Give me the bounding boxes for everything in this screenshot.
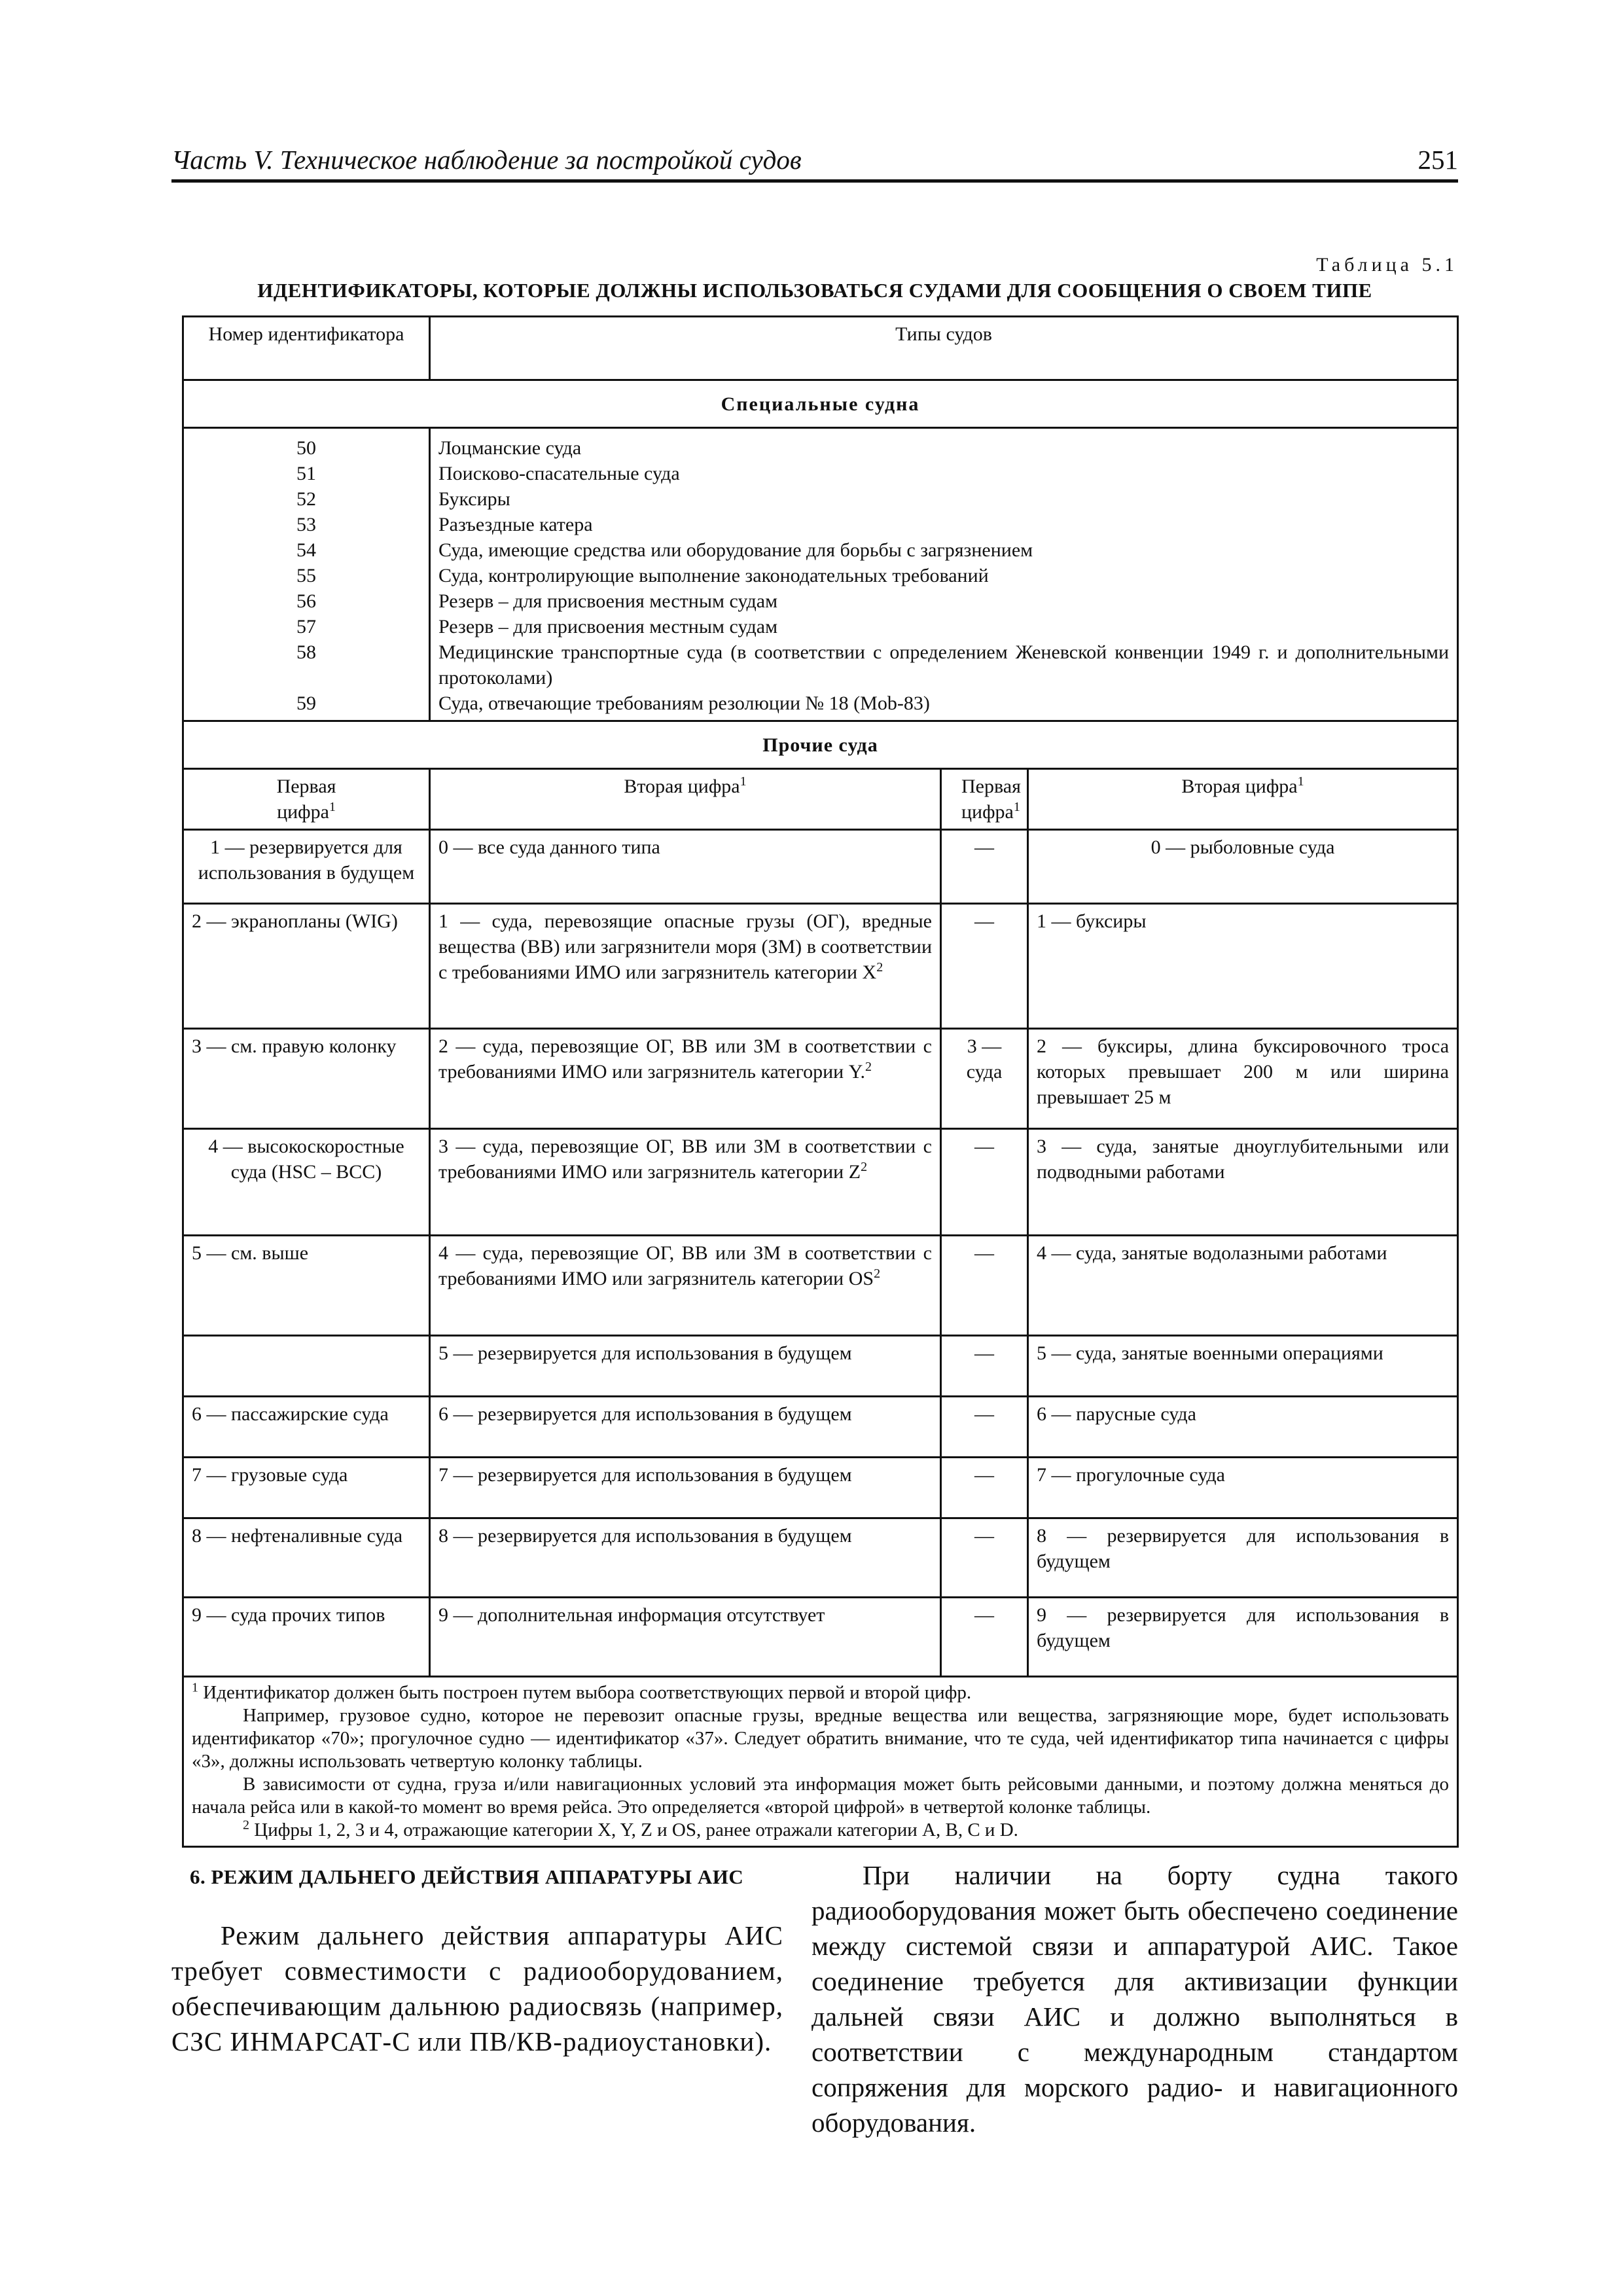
footnote-mark: 1 [740, 774, 747, 789]
cell-text: 8 — нефтеналивные суда [192, 1525, 403, 1547]
cell-c2 [430, 1236, 941, 1336]
cell-c1 [183, 830, 430, 904]
right-column-text: При наличии на борту судна такого радиооборудования может быть обеспечено соединение между системой связи и аппаратурой АИС. Такое соединение требуется для активизации функции дальней связи АИС и должно выполняться в соответствии с международным стандартом сопряжения для морского радио- и навигационного оборудования. [812, 1860, 1458, 2138]
cell-c1 [183, 1029, 430, 1129]
cell-text: — [974, 836, 994, 858]
cell-c3 [941, 1129, 1028, 1236]
cell-text: 7 — прогулочные суда [1037, 1464, 1225, 1486]
cell-text: 1 — резервируется для использования в будущем [198, 836, 415, 884]
cell-c1 [183, 1129, 430, 1236]
cell-text: — [974, 910, 994, 932]
other-head-second-2 [430, 769, 941, 830]
table-row [183, 830, 1458, 904]
footnote-mark: 2 [865, 1060, 872, 1074]
footnote-mark: 1 [329, 800, 336, 814]
cell-c1 [183, 1336, 430, 1397]
cell-text: 2 — буксиры, длина буксировочного троса которых превышает 200 м или ширина превышает 25 м [1037, 1035, 1450, 1108]
special-section-row [183, 380, 1458, 428]
special-row-number: 57 [296, 616, 316, 637]
note-1-text: Идентификатор должен быть построен путем выбора соответствующих первой и второй цифр. [203, 1682, 972, 1703]
special-row-number: 52 [296, 488, 316, 510]
special-row-number: 59 [296, 692, 316, 714]
cell-c3 [941, 1397, 1028, 1458]
cell-c2 [430, 1518, 941, 1598]
special-row-text: Лоцманские суда [438, 437, 582, 459]
table-row [183, 1458, 1458, 1518]
table-number: Таблица 5.1 [1316, 254, 1458, 276]
table-row [183, 904, 1458, 1029]
special-row-text: Резерв – для присвоения местным судам [438, 616, 778, 637]
cell-c4 [1028, 1336, 1458, 1397]
other-head-second-label: Вторая цифра [1181, 776, 1298, 797]
cell-c2 [430, 1397, 941, 1458]
cell-c2 [430, 1129, 941, 1236]
cell-c4 [1028, 830, 1458, 904]
cell-c3 [941, 830, 1028, 904]
special-row-number: 53 [296, 514, 316, 535]
cell-c1 [183, 1518, 430, 1598]
footnote-mark: 1 [192, 1680, 198, 1695]
other-head-second-label: Вторая цифра [624, 776, 740, 797]
special-row-text: Поисково-спасательные суда [438, 463, 680, 484]
cell-c2 [430, 904, 941, 1029]
cell-text: 8 — резервируется для использования в будущем [1037, 1525, 1450, 1572]
cell-text: 9 — суда прочих типов [192, 1604, 385, 1626]
cell-text: 4 — высокоскоростные суда (HSC – ВСС) [208, 1136, 404, 1183]
cell-text: 9 — резервируется для использования в будущем [1037, 1604, 1450, 1651]
cell-text: 4 — суда, перевозящие ОГ, ВВ или ЗМ в соответствии с требованиями ИМО или загрязнитель категории OS [438, 1242, 932, 1289]
special-section-title: Специальные судна [183, 380, 1458, 428]
page-header [171, 140, 1458, 183]
table-row [183, 1336, 1458, 1397]
note-1 [192, 1681, 1449, 1704]
table-row [183, 1129, 1458, 1236]
cell-c3 [941, 1518, 1028, 1598]
special-row-text: Буксиры [438, 488, 510, 510]
table-notes [183, 1677, 1458, 1847]
cell-text: — [974, 1525, 994, 1547]
other-head-second-4 [1028, 769, 1458, 830]
table-row [183, 1397, 1458, 1458]
cell-text: 0 — все суда данного типа [438, 836, 660, 858]
special-row-text: Медицинские транспортные суда (в соответствии с определением Женевской конвенции 1949 г. и дополнительными протоколами) [438, 641, 1450, 689]
cell-text: 2 — экранопланы (WIG) [192, 910, 398, 932]
cell-c4 [1028, 1518, 1458, 1598]
special-row-text: Суда, отвечающие требованиям резолюции № 18 (Mob-83) [438, 692, 930, 714]
cell-text: 6 — пассажирские суда [192, 1403, 389, 1425]
special-row-number: 51 [296, 463, 316, 484]
footnote-mark: 1 [1013, 800, 1020, 814]
special-row-text: Резерв – для присвоения местным судам [438, 590, 778, 612]
page-number: 251 [1418, 145, 1458, 175]
head-types: Типы судов [430, 317, 1458, 380]
cell-c4 [1028, 1397, 1458, 1458]
cell-text: 3 — суда [966, 1035, 1003, 1083]
note-2 [192, 1819, 1449, 1842]
cell-text: — [974, 1464, 994, 1486]
special-row-number: 50 [296, 437, 316, 459]
cell-c1 [183, 904, 430, 1029]
cell-text: — [974, 1403, 994, 1425]
other-head-first-label: Первая цифра [961, 776, 1021, 823]
footnote-mark: 1 [1297, 774, 1304, 789]
cell-c1 [183, 1397, 430, 1458]
cell-c4 [1028, 1236, 1458, 1336]
special-row-number: 54 [296, 539, 316, 561]
cell-c4 [1028, 1598, 1458, 1677]
note-paragraph-3: В зависимости от судна, груза и/или навигационных условий эта информация может быть рейсовыми данными, и поэтому должна меняться до начала рейса или в какой-то момент во время рейса. Это определяется «второй цифрой» в четвертой колонке таблицы. [192, 1774, 1450, 1818]
cell-text: 6 — резервируется для использования в будущем [438, 1403, 852, 1425]
special-row-number: 58 [296, 641, 316, 663]
cell-c3 [941, 904, 1028, 1029]
special-row-number: 56 [296, 590, 316, 612]
cell-text: 3 — см. правую колонку [192, 1035, 397, 1057]
cell-text: 2 — суда, перевозящие ОГ, ВВ или ЗМ в соответствии с требованиями ИМО или загрязнитель категории Y. [438, 1035, 932, 1083]
cell-c2 [430, 1336, 941, 1397]
cell-c1 [183, 1458, 430, 1518]
table-row [183, 1518, 1458, 1598]
notes-row [183, 1677, 1458, 1847]
cell-c3 [941, 1336, 1028, 1397]
note-paragraph-2: Например, грузовое судно, которое не перевозит опасные грузы, вредные вещества или вещества, загрязняющие море, будет использовать идентификатор «70»; прогулочное судно — идентификатор «37». Следует обратить внимание, что те суда, чей идентификатор типа начинается с цифры «3», должны использовать четвертую колонку таблицы. [192, 1705, 1450, 1772]
other-section-row [183, 721, 1458, 769]
cell-text: 1 — суда, перевозящие опасные грузы (ОГ), вредные вещества (ВВ) или загрязнители моря (ЗМ) в соответствии с требованиями ИМО или загрязнитель категории X [438, 910, 932, 983]
note-2-text: Цифры 1, 2, 3 и 4, отражающие категории X, Y, Z и OS, ранее отражали категории A, B, C и D. [254, 1820, 1018, 1840]
cell-c4 [1028, 904, 1458, 1029]
cell-text: 5 — см. выше [192, 1242, 309, 1264]
cell-text: 8 — резервируется для использования в будущем [438, 1525, 852, 1547]
cell-c1 [183, 1236, 430, 1336]
cell-c1 [183, 1598, 430, 1677]
running-title: Часть V. Техническое наблюдение за постройкой судов [171, 145, 802, 175]
head-id: Номер идентификатора [183, 317, 430, 380]
cell-c3 [941, 1458, 1028, 1518]
special-row-text: Суда, имеющие средства или оборудование для борьбы с загрязнением [438, 539, 1033, 561]
special-texts [430, 428, 1458, 721]
cell-c3 [941, 1598, 1028, 1677]
cell-text: 5 — суда, занятые военными операциями [1037, 1342, 1383, 1364]
special-rows [183, 428, 1458, 721]
cell-text: — [974, 1604, 994, 1626]
other-head-first-label: Первая цифра [276, 776, 336, 823]
identifier-table [182, 315, 1459, 1848]
cell-text: 5 — резервируется для использования в будущем [438, 1342, 852, 1364]
other-section-title: Прочие суда [183, 721, 1458, 769]
other-head-row [183, 769, 1458, 830]
cell-text: 7 — грузовые суда [192, 1464, 348, 1486]
footnote-mark: 2 [861, 1160, 868, 1174]
cell-text: — [974, 1136, 994, 1157]
other-head-first-1 [183, 769, 430, 830]
cell-text: 3 — суда, перевозящие ОГ, ВВ или ЗМ в соответствии с требованиями ИМО или загрязнитель категории Z [438, 1136, 932, 1183]
table-caption: ИДЕНТИФИКАТОРЫ, КОТОРЫЕ ДОЛЖНЫ ИСПОЛЬЗОВАТЬСЯ СУДАМИ ДЛЯ СООБЩЕНИЯ О СВОЕМ ТИПЕ [257, 279, 1372, 302]
cell-c4 [1028, 1029, 1458, 1129]
cell-text: 0 — рыболовные суда [1150, 836, 1335, 858]
cell-c3 [941, 1236, 1028, 1336]
cell-c2 [430, 1458, 941, 1518]
cell-text: 9 — дополнительная информация отсутствует [438, 1604, 825, 1626]
special-numbers [183, 428, 430, 721]
cell-text: 7 — резервируется для использования в будущем [438, 1464, 852, 1486]
cell-text: 3 — суда, занятые дноуглубительными или подводными работами [1037, 1136, 1450, 1183]
cell-c4 [1028, 1129, 1458, 1236]
cell-c3 [941, 1029, 1028, 1129]
table-row [183, 1236, 1458, 1336]
cell-c2 [430, 1029, 941, 1129]
table-row [183, 1598, 1458, 1677]
section-title: 6. РЕЖИМ ДАЛЬНЕГО ДЕЙСТВИЯ АППАРАТУРЫ АИС [190, 1865, 744, 1888]
cell-c2 [430, 1598, 941, 1677]
left-column-text: Режим дальнего действия аппаратуры АИС требует совместимости с радиооборудованием, обеспечивающим дальнюю радиосвязь (например, СЗС ИНМАРСАТ-С или ПВ/КВ-радиоустановки). [171, 1920, 783, 2056]
special-row-text: Суда, контролирующие выполнение законодательных требований [438, 565, 989, 586]
special-row-text: Разъездные катера [438, 514, 593, 535]
cell-text: — [974, 1342, 994, 1364]
cell-text: 4 — суда, занятые водолазными работами [1037, 1242, 1387, 1264]
cell-c2 [430, 830, 941, 904]
cell-text: 6 — парусные суда [1037, 1403, 1196, 1425]
footnote-mark: 2 [243, 1818, 249, 1833]
cell-text: 1 — буксиры [1037, 910, 1147, 932]
table-head-row [183, 317, 1458, 380]
footnote-mark: 2 [874, 1266, 881, 1281]
other-head-first-3 [941, 769, 1028, 830]
cell-c4 [1028, 1458, 1458, 1518]
special-row-number: 55 [296, 565, 316, 586]
cell-text: — [974, 1242, 994, 1264]
table-row [183, 1029, 1458, 1129]
footnote-mark: 2 [876, 960, 883, 975]
